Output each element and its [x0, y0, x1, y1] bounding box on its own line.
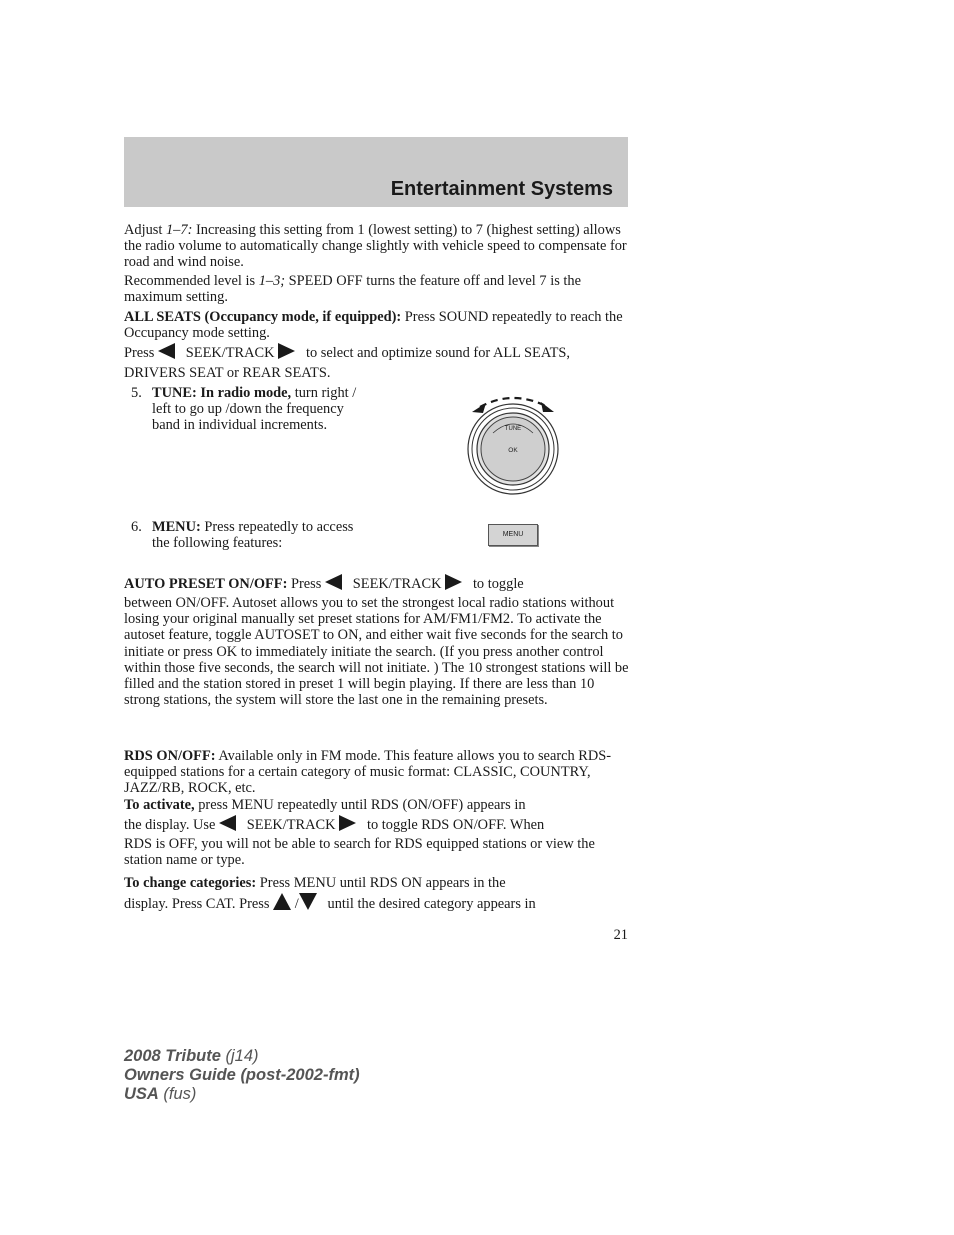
item-number-6: 6.	[131, 519, 142, 535]
tune-description	[152, 385, 367, 434]
all-seats-instruction	[124, 343, 630, 383]
menu-text: Press repeatedly to access the following features:	[152, 519, 354, 552]
seek-right-icon	[445, 574, 462, 590]
activate-line2	[124, 815, 630, 835]
tune-heading: TUNE: In radio mode,	[152, 385, 292, 401]
auto-preset-heading: AUTO PRESET ON/OFF:	[124, 576, 288, 592]
adjust-paragraph	[124, 222, 630, 271]
arrow-up-icon	[273, 893, 291, 910]
seek-left-icon	[158, 343, 175, 359]
document-footer	[124, 1047, 360, 1104]
activate-line3: RDS is OFF, you will not be able to search for RDS equipped stations or view the station name or type.	[124, 836, 595, 869]
all-seats-after: to select and optimize sound for ALL SEATS, DRIVERS SEAT or REAR SEATS.	[124, 345, 571, 381]
seek-track-label: SEEK/TRACK	[246, 817, 336, 833]
all-seats-text: Press SOUND repeatedly to reach the Occupancy mode setting.	[124, 309, 623, 342]
categories-line2	[124, 893, 630, 914]
seek-track-label: SEEK/TRACK	[352, 576, 442, 592]
arrow-down-icon	[299, 893, 317, 910]
press-label: Press	[124, 345, 155, 361]
section-header-band	[124, 137, 628, 207]
footer-market-code: (fus)	[158, 1085, 197, 1103]
item-number-5: 5.	[131, 385, 142, 401]
recommended-paragraph	[124, 273, 630, 305]
menu-button-illustration: MENU	[488, 524, 538, 546]
activate-text: press MENU repeatedly until RDS (ON/OFF) appears in	[194, 797, 526, 813]
recommended-lead: Recommended level is	[124, 273, 259, 289]
seek-right-icon	[278, 343, 295, 359]
categories-line1	[124, 875, 630, 891]
recommended-range: 1–3;	[258, 273, 286, 289]
page-number: 21	[613, 927, 628, 943]
footer-model-code: (j14)	[220, 1047, 259, 1065]
slash-separator: /	[294, 896, 299, 912]
menu-heading: MENU:	[152, 519, 201, 535]
footer-line-1	[124, 1047, 360, 1066]
footer-market: USA	[124, 1085, 159, 1103]
adjust-range: 1–7:	[165, 222, 193, 238]
tune-text: turn right / left to go up /down the frequency band in individual increments.	[152, 385, 357, 434]
auto-preset-line	[124, 574, 630, 594]
auto-preset-paragraph: between ON/OFF. Autoset allows you to set the strongest local radio stations without losing your original manually set preset stations for AM/FM1/FM2. To activate the autoset feature, toggle AUTOSET to ON, and either wait five seconds for the search to initiate or press OK to immediately initiate the search. (If you press another control within those five seconds, the search will not initiate. ) The 10 strongest stations will be filled and the station stored in preset 1 will begin playing. If there are less than 10 strong stations, the system will store the last one in the remaining presets.	[124, 595, 629, 709]
categories-text: Press MENU until RDS ON appears in the	[256, 875, 506, 891]
rds-text: Available only in FM mode. This feature allows you to search RDS-equipped stations for a certain category of music format: CLASSIC, COUNTRY, JAZZ/RB, ROCK, etc.	[124, 748, 612, 797]
activate-heading: To activate,	[124, 797, 195, 813]
seek-track-label: SEEK/TRACK	[185, 345, 275, 361]
footer-line-2: Owners Guide (post-2002-fmt)	[124, 1066, 360, 1084]
activate-line2-lead: the display. Use	[124, 817, 216, 833]
seek-right-icon	[339, 815, 356, 831]
footer-line-3	[124, 1085, 360, 1104]
tune-knob-illustration	[462, 393, 566, 501]
recommended-text: SPEED OFF turns the feature off and level 7 is the maximum setting.	[124, 273, 581, 306]
auto-preset-press: Press	[287, 576, 322, 592]
seek-left-icon	[325, 574, 342, 590]
adjust-lead: Adjust	[124, 222, 166, 238]
section-title: Entertainment Systems	[390, 178, 613, 200]
categories-heading: To change categories:	[124, 875, 257, 891]
rds-paragraph	[124, 748, 630, 797]
adjust-text: Increasing this setting from 1 (lowest setting) to 7 (highest setting) allows the radio volume to automatically change slightly with vehicle speed to compensate for road and wind noise.	[124, 222, 627, 271]
seek-left-icon	[219, 815, 236, 831]
footer-model: 2008 Tribute	[124, 1047, 221, 1065]
knob-tune-label: TUNE	[504, 426, 522, 432]
rds-heading: RDS ON/OFF:	[124, 748, 216, 764]
knob-ok-label: OK	[508, 447, 518, 454]
rotate-left-arrow-icon	[472, 403, 486, 413]
all-seats-heading: ALL SEATS (Occupancy mode, if equipped):	[124, 309, 402, 325]
menu-description	[152, 519, 367, 551]
all-seats-paragraph	[124, 309, 630, 341]
auto-preset-after: to toggle	[472, 576, 524, 592]
categories-line2-lead: display. Press CAT. Press	[124, 896, 270, 912]
categories-line2-after: until the desired category appears in	[327, 896, 536, 912]
activate-line2-after: to toggle RDS ON/OFF. When	[366, 817, 545, 833]
activate-line1	[124, 797, 630, 813]
